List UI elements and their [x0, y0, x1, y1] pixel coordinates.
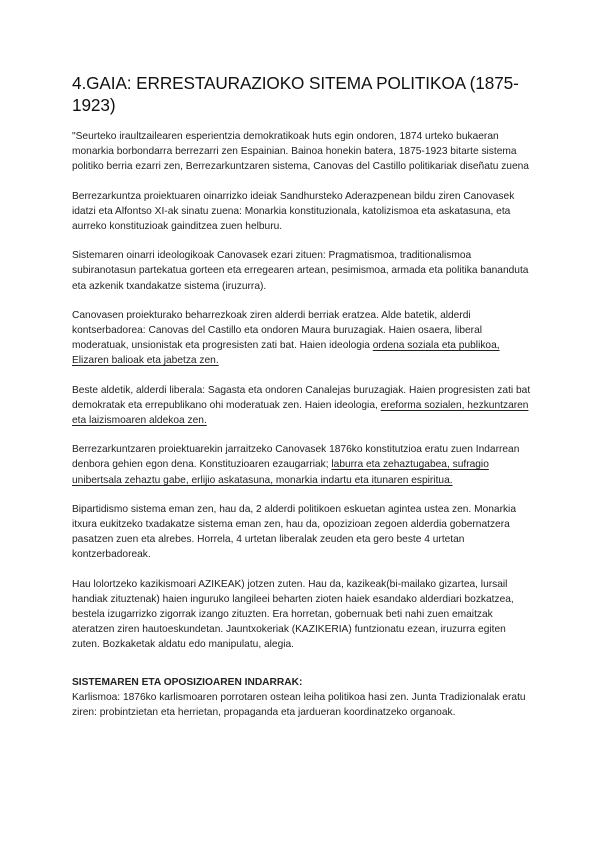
paragraph-carlism: Karlismoa: 1876ko karlismoaren porrotaren ostean leiha politikoa hasi zen. Junta Tradizionalak eratu ziren: probintzietan eta herrietan, propaganda eta jardueran koordinatzeko organoak. — [72, 691, 526, 719]
section-heading: SISTEMAREN ETA OPOSIZIOAREN INDARRAK: — [72, 676, 303, 688]
underlined-text: ereforma sozialen, hezkuntzaren eta laizismoaren aldekoa zen. — [72, 399, 529, 427]
document-page — [72, 72, 534, 720]
paragraph-sandhurst: Berrezarkuntza proiektuaren oinarrizko ideiak Sandhursteko Aderazpenean bildu ziren Canovasek idatzi eta Alfontso XI-ak sinatu zuena: Monarkia konstituzionala, katolizismoa eta askatasuna, eta aurreko konstituzioak gainditzea zuen helburu. — [72, 190, 515, 233]
page-title: 4.GAIA: ERRESTAURAZIOKO SITEMA POLITIKOA (1875-1923) — [72, 73, 519, 115]
paragraph-conservative-party — [72, 308, 534, 369]
paragraph-text: Berrezarkuntzaren proiektuarekin jarraitzeko Canovasek 1876ko konstitutzioa eratu zuen Indarrean denbora gehien egon dena. Konstituzioaren ezaugarriak; — [72, 444, 520, 471]
paragraph-constitution — [72, 442, 534, 488]
paragraph-bipartisanship: Bipartidismo sistema eman zen, hau da, 2 alderdi politikoen eskuetan agintea ustea zen. Monarkia itxura eukitzeko txadakatze sistema eman zen, hau da, opozizioan zegoen alderdia gobernatzera pasatzen zuen eta alrebes. Horrela, 4 urtetan liberalak zeuden eta gero beste 4 urtetan kontzerbadoreak. — [72, 503, 516, 561]
underlined-text: ordena soziala eta publikoa, Elizaren balioak eta jabetza zen. — [72, 340, 500, 367]
paragraph-text: Beste aldetik, alderdi liberala: Sagasta eta ondoren Canalejas buruzagiak. Haien progresisten zati bat demokratak eta errepublikano ohi moderatuak zen. Haien ideologia, — [72, 384, 531, 411]
paragraph-liberal-party — [72, 383, 534, 429]
paragraph-intro: "Seurteko iraultzailearen esperientzia demokratikoak huts egin ondoren, 1874 urteko bukaeran monarkia borbondarra berrezarri zen Espainian. Bainoa honekin batera, 1875-1923 bitarte sistema politiko berria ezarri zen, Berrezarkuntzaren sistema, Canovas del Castillo politikariak diseñatu zuena — [72, 131, 529, 173]
paragraph-ideology: Sistemaren oinarri ideologikoak Canovasek ezari zituen: Pragmatismoa, traditionalismoa subiranotasun partekatua gorteen eta erregearen artean, pesimismoa, armada eta politika bananduta eta azkenik txandakatze sistema (iruzurra). — [72, 250, 529, 292]
paragraph-caciquism: Hau lolortzeko kazikismoari AZIKEAK) jotzen zuten. Hau da, kazikeak(bi-mailako gizartea, lursail handiak zituztenak) haien inguruko langileei beharten zioten haiek esandako alderdiari bozkatzea, bestela izugarrizko zigorrak izango zituzten. Era horretan, gobernuak beti nahi zuen emaitzak ateratzen ziren hautoeskundetan. Jauntxokeriak (KAZIKERIA) funtzionatu ezean, iruzurra egiten zuten. Bozkaketak aldatu edo manipulatu, alegia. — [72, 578, 514, 651]
underlined-text: laburra eta zehaztugabea, sufragio unibertsala zehaztu gabe, erlijio askatasuna, monarkia indartu eta itunaren espiritua. — [72, 459, 489, 486]
paragraph-text: Canovasen proiekturako beharrezkoak ziren alderdi berriak eratzea. Alde batetik, alderdi kontserbadorea: Canovas del Castillo eta ondoren Maura buruzagiak. Haien osaera, liberal moderatuak, unsionistak eta progresisten zati bat. Haien ideologia — [72, 309, 483, 352]
